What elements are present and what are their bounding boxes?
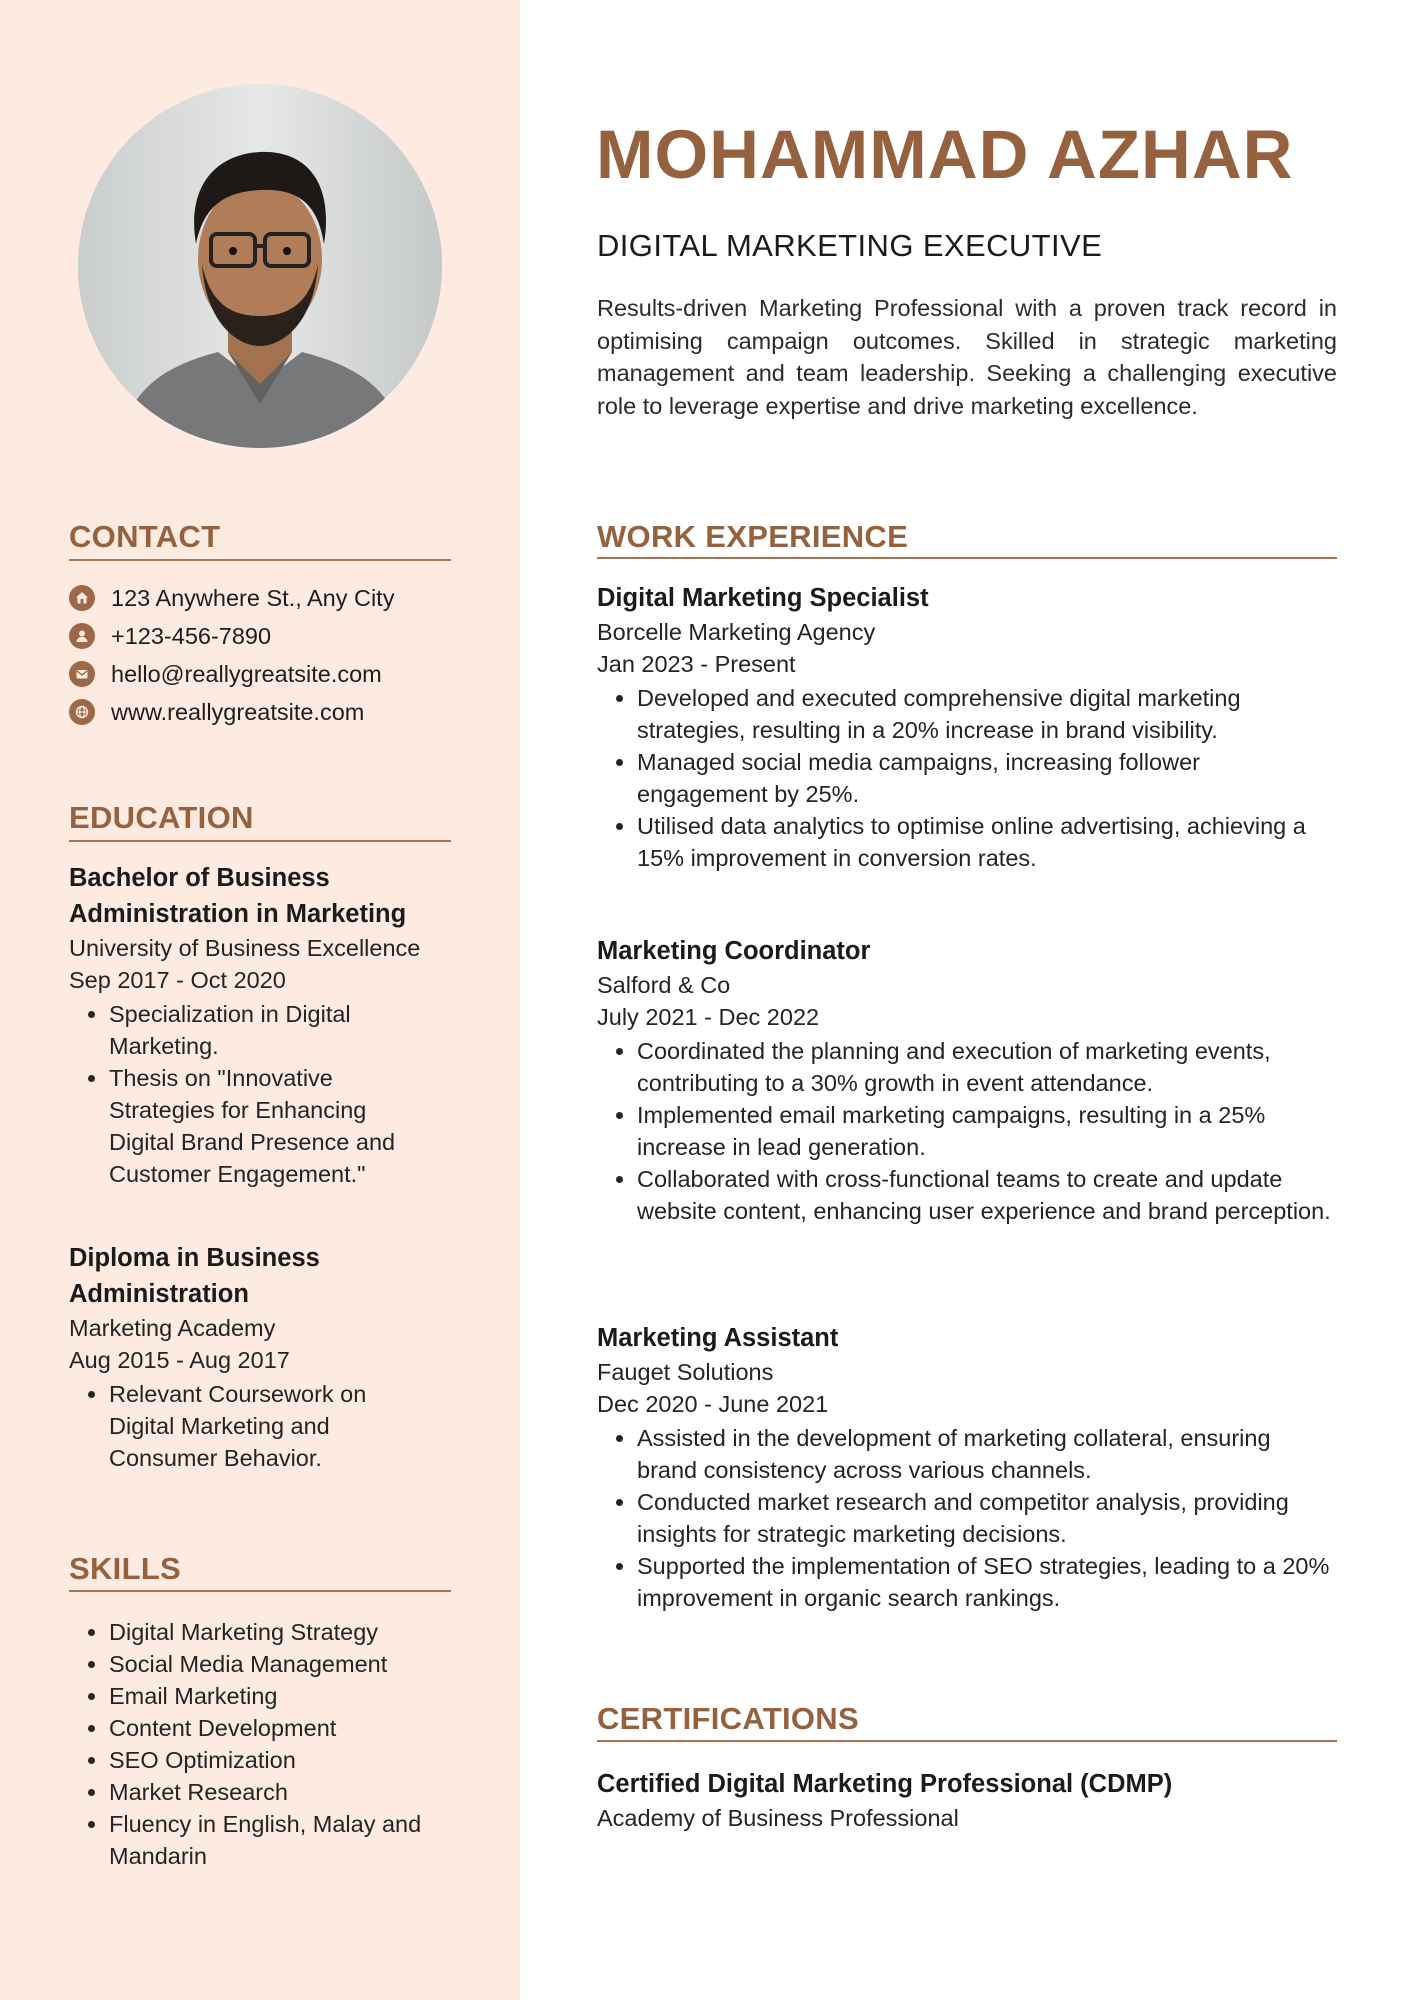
skill-item: • Market Research [109, 1776, 469, 1808]
list-item: • Relevant Coursework on Digital Marketing and Consumer Behavior. [109, 1378, 419, 1474]
certification-entry [597, 1766, 1337, 1834]
list-item: • Assisted in the development of marketing collateral, ensuring brand consistency across various channels. [637, 1422, 1337, 1486]
skills-list [69, 1616, 469, 1872]
list-item: • Supported the implementation of SEO strategies, leading to a 20% improvement in organic search rankings. [637, 1550, 1337, 1614]
skill-item: • Digital Marketing Strategy [109, 1616, 469, 1648]
contact-divider [69, 559, 451, 561]
job-bullets [597, 1422, 1337, 1614]
certifications-heading: CERTIFICATIONS [597, 1701, 859, 1736]
work-experience-heading: WORK EXPERIENCE [597, 519, 909, 554]
skills-block [69, 1616, 469, 1872]
school-name: Marketing Academy [69, 1315, 276, 1341]
list-item: • Collaborated with cross-functional teams to create and update website content, enhancing user experience and brand perception. [637, 1163, 1337, 1227]
globe-icon [69, 699, 95, 725]
skill-item: • Social Media Management [109, 1648, 469, 1680]
list-item: • Conducted market research and competitor analysis, providing insights for strategic marketing decisions. [637, 1486, 1337, 1550]
job-entry [597, 933, 1337, 1227]
job-entry [597, 580, 1337, 874]
education-bullets [69, 1378, 419, 1474]
person-icon [69, 623, 95, 649]
contact-list [69, 579, 394, 731]
job-title: Marketing Assistant [597, 1324, 839, 1352]
job-dates: Dec 2020 - June 2021 [597, 1391, 829, 1417]
contact-phone-text: +123-456-7890 [111, 622, 272, 649]
company-name: Fauget Solutions [597, 1359, 774, 1385]
education-entry [69, 1240, 469, 1474]
job-entry [597, 1320, 1337, 1614]
contact-heading: CONTACT [69, 519, 221, 554]
list-item: • Specialization in Digital Marketing. [109, 998, 429, 1062]
certification-name: Certified Digital Marketing Professional (CDMP) [597, 1770, 1173, 1798]
job-dates: July 2021 - Dec 2022 [597, 1004, 820, 1030]
education-heading: EDUCATION [69, 800, 254, 835]
list-item: • Utilised data analytics to optimise online advertising, achieving a 15% improvement in conversion rates. [637, 810, 1317, 874]
contact-email [69, 655, 394, 693]
skills-heading: SKILLS [69, 1551, 182, 1586]
company-name: Borcelle Marketing Agency [597, 619, 876, 645]
skill-item: • Fluency in English, Malay and Mandarin [109, 1808, 469, 1872]
mail-icon [69, 661, 95, 687]
list-item: • Implemented email marketing campaigns, resulting in a 25% increase in lead generation. [637, 1099, 1337, 1163]
company-name: Salford & Co [597, 972, 731, 998]
contact-phone [69, 617, 394, 655]
list-item: • Managed social media campaigns, increasing follower engagement by 25%. [637, 746, 1317, 810]
education-divider [69, 840, 451, 842]
contact-website [69, 693, 394, 731]
skill-item: • Email Marketing [109, 1680, 469, 1712]
list-item: • Thesis on "Innovative Strategies for Enhancing Digital Brand Presence and Customer Engagement." [109, 1062, 429, 1190]
education-dates: Aug 2015 - Aug 2017 [69, 1347, 290, 1373]
degree-title: Bachelor of Business Administration in Marketing [69, 864, 407, 928]
list-item: • Coordinated the planning and execution of marketing events, contributing to a 30% growth in event attendance. [637, 1035, 1337, 1099]
profile-photo [78, 84, 442, 448]
education-bullets [69, 998, 429, 1190]
job-title: Digital Marketing Specialist [597, 584, 929, 612]
job-title: Marketing Coordinator [597, 937, 871, 965]
job-dates: Jan 2023 - Present [597, 651, 796, 677]
contact-address [69, 579, 394, 617]
work-experience-divider [597, 557, 1337, 559]
home-icon [69, 585, 95, 611]
degree-title: Diploma in Business Administration [69, 1244, 320, 1308]
certifications-divider [597, 1740, 1337, 1742]
list-item: • Developed and executed comprehensive digital marketing strategies, resulting in a 20% increase in brand visibility. [637, 682, 1317, 746]
profile-summary: Results-driven Marketing Professional with a proven track record in optimising campaign outcomes. Skilled in strategic marketing management and team leadership. Seeking a challenging executive role to leverage expertise and drive marketing excellence. [597, 295, 1337, 419]
job-bullets [597, 682, 1317, 874]
person-name: MOHAMMAD AZHAR [596, 116, 1294, 193]
contact-email-text: hello@reallygreatsite.com [111, 660, 382, 687]
school-name: University of Business Excellence [69, 935, 421, 961]
contact-website-text: www.reallygreatsite.com [111, 698, 365, 725]
skill-item: • Content Development [109, 1712, 469, 1744]
job-bullets [597, 1035, 1337, 1227]
skills-divider [69, 1590, 451, 1592]
job-title-headline: DIGITAL MARKETING EXECUTIVE [597, 228, 1103, 263]
education-dates: Sep 2017 - Oct 2020 [69, 967, 286, 993]
education-entry [69, 860, 469, 1190]
certification-issuer: Academy of Business Professional [597, 1805, 959, 1831]
contact-address-text: 123 Anywhere St., Any City [111, 584, 395, 611]
skill-item: • SEO Optimization [109, 1744, 469, 1776]
